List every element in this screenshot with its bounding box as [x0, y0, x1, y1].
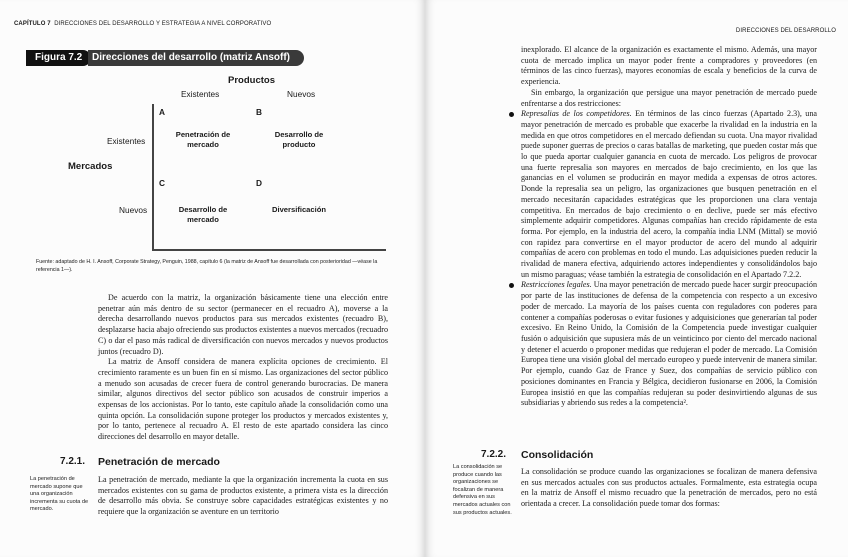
- cell-desarrollo-mercado: Desarrollo de mercado: [178, 205, 228, 224]
- axis-mercados: Mercados: [68, 161, 113, 172]
- section-title-721: Penetración de mercado: [98, 456, 220, 468]
- letter-b: B: [256, 107, 262, 117]
- right-body-text: [521, 45, 817, 409]
- left-paragraph-1: De acuerdo con la matriz, la organización básicamente tiene una elección entre penetrar aún más dentro de su sector (permanecer en el recuadro A), moverse a la derecha desarrollando nuevos productos para sus mercados existentes (recuadro B), desplazarse hacia abajo ofreciendo sus productos existentes a nuevos mercados (recuadro C) o dar el paso más radical de diversificación con nuevos mercados y nuevos productos juntos (recuadro D).: [98, 293, 388, 356]
- chapter-title: DIRECCIONES DEL DESARROLLO Y ESTRATEGIA A NIVEL CORPORATIVO: [54, 21, 272, 27]
- matrix-horizontal-axis: [152, 249, 386, 251]
- figure-source: Fuente: adaptado de H. I. Ansoff, Corporate Strategy, Penguin, 1988, capítulo 6 (la matriz de Ansoff fue desarrollada con posterioridad —véase la referencia 1—).: [36, 259, 378, 273]
- left-paragraph-2: La matriz de Ansoff considera de manera explícita opciones de crecimiento. El crecimiento raramente es un buen fin en sí mismo. Las organizaciones del sector público a menudo son acusadas de crecer fuera de control generando burocracias. De manera similar, algunos directivos del sector público son acusados de construir imperios a expensas de los accionistas. Por lo tanto, este capítulo añade la consolidación como una quinta opción. La consolidación supone proteger los productos y mercados existentes y, por lo tanto, pertenece al recuadro A. El resto de este apartado considera las cinco direcciones del desarrollo en mayor detalle.: [98, 357, 388, 442]
- section-text-722: [521, 467, 817, 510]
- section-paragraph-721: La penetración de mercado, mediante la que la organización incrementa la cuota en sus mercados existentes con su gama de productos existente, a primera vista es la dirección de desarrollo más obvia. Se construye sobre capacidades estratégicas existentes y no requiere que la organización se aventure en un territorio: [98, 475, 388, 517]
- bullet-2-title: Restricciones legales.: [521, 280, 592, 290]
- letter-d: D: [256, 178, 262, 188]
- running-header-left: [14, 21, 271, 27]
- section-title-722: Consolidación: [521, 449, 594, 461]
- bullet-2-text: Una mayor penetración de mercado puede hacer surgir preocupación por parte de las instituciones de defensa de la competencia con respecto a un excesivo poder de mercado. La mayoría de los países cuenta con reguladores con poderes para contener a compañías poderosas o evitar fusiones y adquisiciones que generarían tal poder excesivo. En Reino Unido, la Comisión de la Competencia puede investigar cualquier fusión o adquisición que supusiera más de un veinticinco por ciento del mercado nacional y detener el acuerdo o proponer medidas que redujeran el poder de mercado. La Comisión Europea tiene una visión global del mercado europeo y puede intervenir de manera similar. Por ejemplo, cuando Gaz de France y Suez, dos compañías de servicio público con posiciones dominantes en Francia y Bélgica, decidieron fusionarse en 2006, la Comisión Europea insistió en que las compañías redujeran su poder desinvirtiendo algunas de sus subsidiarias y abriendo sus redes a la competencia².: [521, 280, 817, 408]
- list-item: [509, 280, 817, 408]
- axis-productos: Productos: [228, 75, 275, 86]
- right-paragraph-1: inexplorado. El alcance de la organización es exactamente el mismo. Además, una mayor cuota de mercado implica un mayor poder frente a compradores y proveedores (en términos de las cinco fuerzas), mayores economías de escala y beneficios de la curva de experiencia.: [521, 45, 817, 87]
- margin-note-722: La consolidación se produce cuando las organizaciones se focalizan de manera defensiva en sus mercados actuales con sus productos actuales.: [453, 464, 512, 516]
- section-number-722: 7.2.2.: [481, 449, 507, 460]
- letter-c: C: [159, 178, 165, 188]
- chapter-label: CAPÍTULO 7: [14, 21, 51, 27]
- cell-penetracion: Penetración de mercado: [175, 130, 231, 149]
- section-text-721: [98, 475, 388, 518]
- col-existentes: Existentes: [181, 89, 220, 99]
- margin-note-721: La penetración de mercado supone que una organización incrementa su cuota de mercado.: [30, 476, 89, 513]
- col-nuevos: Nuevos: [287, 89, 316, 99]
- bullet-1-text: En términos de las cinco fuerzas (Apartado 2.3), una mayor penetración de mercado es probable que exacerbe la rivalidad en la industria en la medida en que otros competidores en el mercado defiendan su cuota. Una mayor rivalidad puede suponer guerras de precios o caras batallas de marketing, que pueden costar más que lo que pueda aportar cualquier ganancia en cuota de mercado. Los peligros de provocar una fuerte represalia son mayores en mercados de bajo crecimiento, en los que las ganancias en el volumen se producirán en mayor medida a expensas de otros actores. Donde la represalia sea un peligro, las organizaciones que busquen penetración en el mercado necesitarán capacidades estratégicas que les proporcionen una clara ventaja competitiva. En mercados de bajo crecimiento o en declive, puede ser más efectivo simplemente adquirir competidores. Algunas compañías han crecido rápidamente de esta forma. Por ejemplo, en la industria del acero, la compañía india LNM (Mittal) se movió con rapidez para convertirse en el mayor productor de acero del mundo al adquirir compañías de acero con problemas en todo el mundo. Las adquisiciones pueden reducir la rivalidad de manera efectiva, adquiriendo actores independientes y consolidándolos bajo un mismo paraguas; véase también la estrategia de consolidación en el Apartado 7.2.2.: [521, 109, 817, 279]
- restrictions-list: [509, 109, 817, 409]
- row-nuevos: Nuevos: [119, 205, 148, 215]
- matrix-vertical-axis: [152, 104, 154, 250]
- running-header-right: DIRECCIONES DEL DESARROLLO: [735, 28, 836, 34]
- section-number-721: 7.2.1.: [60, 456, 86, 467]
- row-existentes: Existentes: [107, 136, 146, 146]
- bullet-1-title: Represalias de los competidores.: [521, 109, 632, 119]
- figure-badge: Figura 7.2: [26, 50, 91, 66]
- section-paragraph-722: La consolidación se produce cuando las organizaciones se focalizan de manera defensiva en sus mercados actuales con sus productos actuales. Formalmente, esta estrategia ocupa en la matriz de Ansoff el mismo recuadro que la penetración de mercados, pero no está orientada a crecer. La consolidación puede tomar dos formas:: [521, 467, 817, 509]
- left-body-text: [98, 293, 388, 443]
- list-item: [509, 109, 817, 280]
- cell-desarrollo-producto: Desarrollo de producto: [274, 130, 324, 149]
- right-paragraph-2: Sin embargo, la organización que persigue una mayor penetración de mercado puede enfrentarse a dos restricciones:: [521, 87, 817, 108]
- letter-a: A: [159, 107, 165, 117]
- figure-title: Direcciones del desarrollo (matriz Ansoff): [88, 50, 304, 66]
- cell-diversificacion: Diversificación: [271, 205, 327, 214]
- right-page: [425, 0, 848, 557]
